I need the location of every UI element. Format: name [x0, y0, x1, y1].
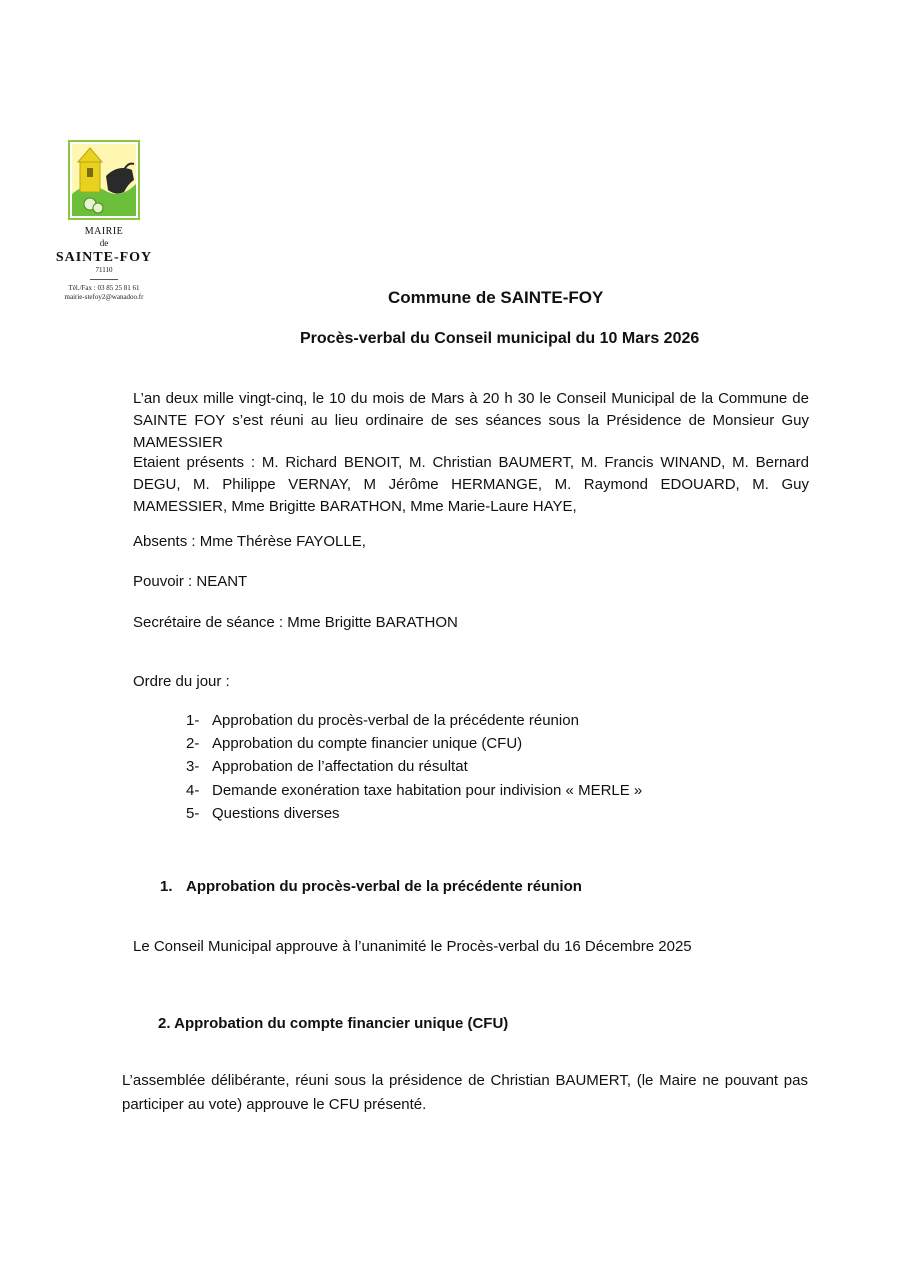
agenda-list: [186, 709, 642, 825]
section-1-title: Approbation du procès-verbal de la précédente réunion: [186, 878, 582, 895]
section-1-body: Le Conseil Municipal approuve à l’unanimité le Procès-verbal du 16 Décembre 2025: [133, 938, 692, 955]
agenda-item: [186, 732, 642, 755]
mairie-logo-icon: [68, 140, 140, 220]
logo-phone: Tél./Fax : 03 85 25 81 61: [68, 284, 140, 292]
section-2-heading: 2. Approbation du compte financier unique (CFU): [158, 1015, 509, 1032]
agenda-item-number: 1-: [186, 712, 200, 729]
pouvoir-line: Pouvoir : NEANT: [133, 573, 248, 590]
logo-mairie-text: MAIRIE: [84, 226, 124, 237]
secretaire-line: Secrétaire de séance : Mme Brigitte BARATHON: [133, 614, 458, 631]
agenda-item: [186, 709, 642, 732]
agenda-item-text: Questions diverses: [212, 804, 340, 822]
document-subtitle: Procès-verbal du Conseil municipal du 10 Mars 2026: [300, 330, 700, 347]
logo-email: mairie-stefoy2@wanadoo.fr: [64, 293, 144, 301]
section-1-heading: [160, 878, 582, 895]
logo-commune-name: SAINTE-FOY: [55, 250, 153, 265]
agenda-item-text: Demande exonération taxe habitation pour indivision « MERLE »: [212, 781, 643, 799]
agenda-item: [186, 755, 642, 778]
presents-paragraph: Etaient présents : M. Richard BENOIT, M. Christian BAUMERT, M. Francis WINAND, M. Bernard DEGU, M. Philippe VERNAY, M Jérôme HERMANGE, M. Raymond EDOUARD, M. Guy MAMESSIER, Mme Brigitte BARATHON, Mme Marie-Laure HAYE,: [133, 454, 809, 515]
intro-paragraph: L’an deux mille vingt-cinq, le 10 du mois de Mars à 20 h 30 le Conseil Municipal de la Commune de SAINTE FOY s’est réuni au lieu ordinaire de ses séances sous la Présidence de Monsieur Guy MAMESSIER: [133, 390, 809, 451]
logo-divider: [90, 279, 118, 280]
agenda-item: [186, 802, 642, 825]
document-title: Commune de SAINTE-FOY: [388, 288, 604, 307]
mairie-logo-block: [48, 140, 160, 302]
agenda-item-text: Approbation du compte financier unique (CFU): [212, 735, 523, 753]
agenda-item-number: 5-: [186, 804, 200, 822]
agenda-item-text: Approbation de l’affectation du résultat: [212, 758, 468, 776]
logo-de-text: de: [99, 238, 109, 248]
agenda-item-number: 3-: [186, 758, 200, 776]
agenda-item-number: 4-: [186, 781, 200, 799]
agenda-item-number: 2-: [186, 735, 200, 753]
section-1-number: 1.: [160, 878, 173, 895]
agenda-item-text: Approbation du procès-verbal de la précédente réunion: [212, 712, 579, 729]
absents-line: Absents : Mme Thérèse FAYOLLE,: [133, 533, 366, 550]
logo-zip: 71110: [95, 266, 113, 274]
section-2-body: L’assemblée délibérante, réuni sous la présidence de Christian BAUMERT, (le Maire ne pouvant pas participer au vote) approuve le CFU présenté.: [122, 1072, 808, 1113]
agenda-item: [186, 779, 642, 802]
ordre-du-jour-label: Ordre du jour :: [133, 673, 230, 690]
